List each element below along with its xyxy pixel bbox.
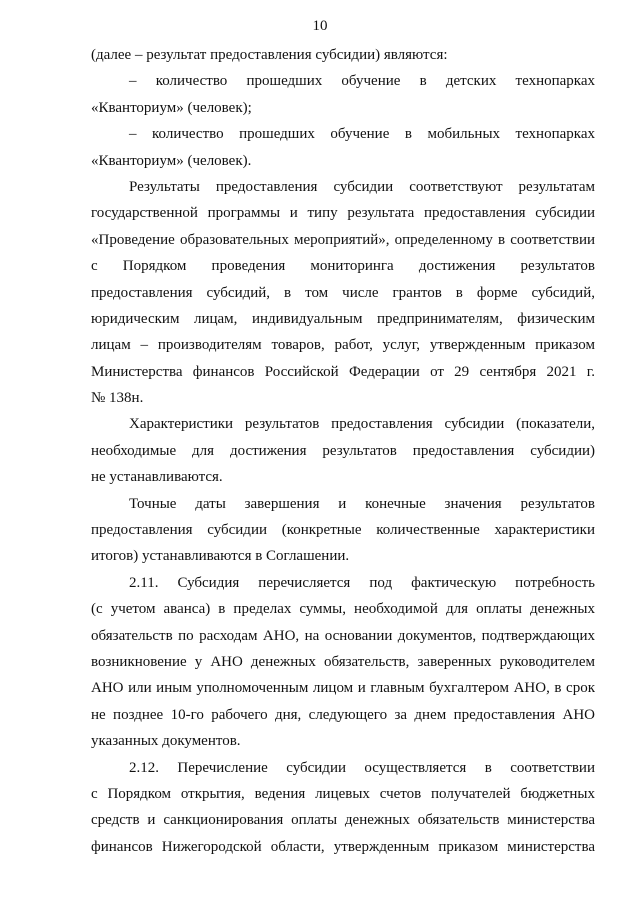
text-line: АНО или иным уполномоченным лицом и главным бухгалтером АНО, в срок: [91, 680, 595, 697]
text-line: 2.11. Субсидия перечисляется под фактическую потребность: [129, 574, 595, 591]
text-line: – количество прошедших обучение в мобильных технопарках: [129, 126, 595, 143]
text-line: Министерства финансов Российской Федерации от 29 сентября 2021 г.: [91, 363, 595, 380]
text-line: возникновение у АНО денежных обязательств, заверенных руководителем: [91, 653, 595, 670]
document-body: [91, 42, 595, 860]
text-line: с Порядком открытия, ведения лицевых счетов получателей бюджетных: [91, 785, 595, 802]
text-line: Результаты предоставления субсидии соответствуют результатам: [129, 178, 595, 195]
text-line: средств и санкционирования оплаты денежных обязательств министерства: [91, 812, 595, 829]
text-line: юридическим лицам, индивидуальным предпринимателям, физическим: [91, 310, 595, 327]
text-line: с Порядком проведения мониторинга достижения результатов: [91, 258, 595, 275]
text-line: не устанавливаются.: [91, 469, 223, 486]
text-line: «Кванториум» (человек).: [91, 152, 252, 169]
text-line: 2.12. Перечисление субсидии осуществляется в соответствии: [129, 759, 595, 776]
text-line: «Кванториум» (человек);: [91, 99, 252, 116]
text-line: – количество прошедших обучение в детских технопарках: [129, 73, 595, 90]
text-line: Характеристики результатов предоставления субсидии (показатели,: [129, 416, 595, 433]
text-line: необходимые для достижения результатов предоставления субсидии): [91, 442, 595, 459]
page-number: 10: [312, 18, 328, 34]
text-line: обязательств по расходам АНО, на основании документов, подтверждающих: [91, 627, 595, 644]
text-line: не позднее 10-го рабочего дня, следующего за днем предоставления АНО: [91, 706, 595, 723]
text-line: государственной программы и типу результата предоставления субсидии: [91, 205, 595, 222]
text-line: «Проведение образовательных мероприятий», определенному в соответствии: [91, 231, 595, 248]
text-line: № 138н.: [91, 390, 144, 407]
text-line: указанных документов.: [91, 733, 241, 750]
text-line: предоставления субсидии (конкретные количественные характеристики: [91, 522, 595, 539]
text-line: (с учетом аванса) в пределах суммы, необходимой для оплаты денежных: [91, 601, 595, 618]
text-line: итогов) устанавливаются в Соглашении.: [91, 548, 350, 565]
text-line: Точные даты завершения и конечные значения результатов: [129, 495, 595, 512]
text-line: (далее – результат предоставления субсидии) являются:: [91, 47, 448, 63]
text-line: финансов Нижегородской области, утвержденным приказом министерства: [91, 838, 595, 855]
text-line: предоставления субсидий, в том числе грантов в форме субсидий,: [91, 284, 595, 301]
text-line: лицам – производителям товаров, работ, услуг, утвержденным приказом: [91, 337, 595, 354]
